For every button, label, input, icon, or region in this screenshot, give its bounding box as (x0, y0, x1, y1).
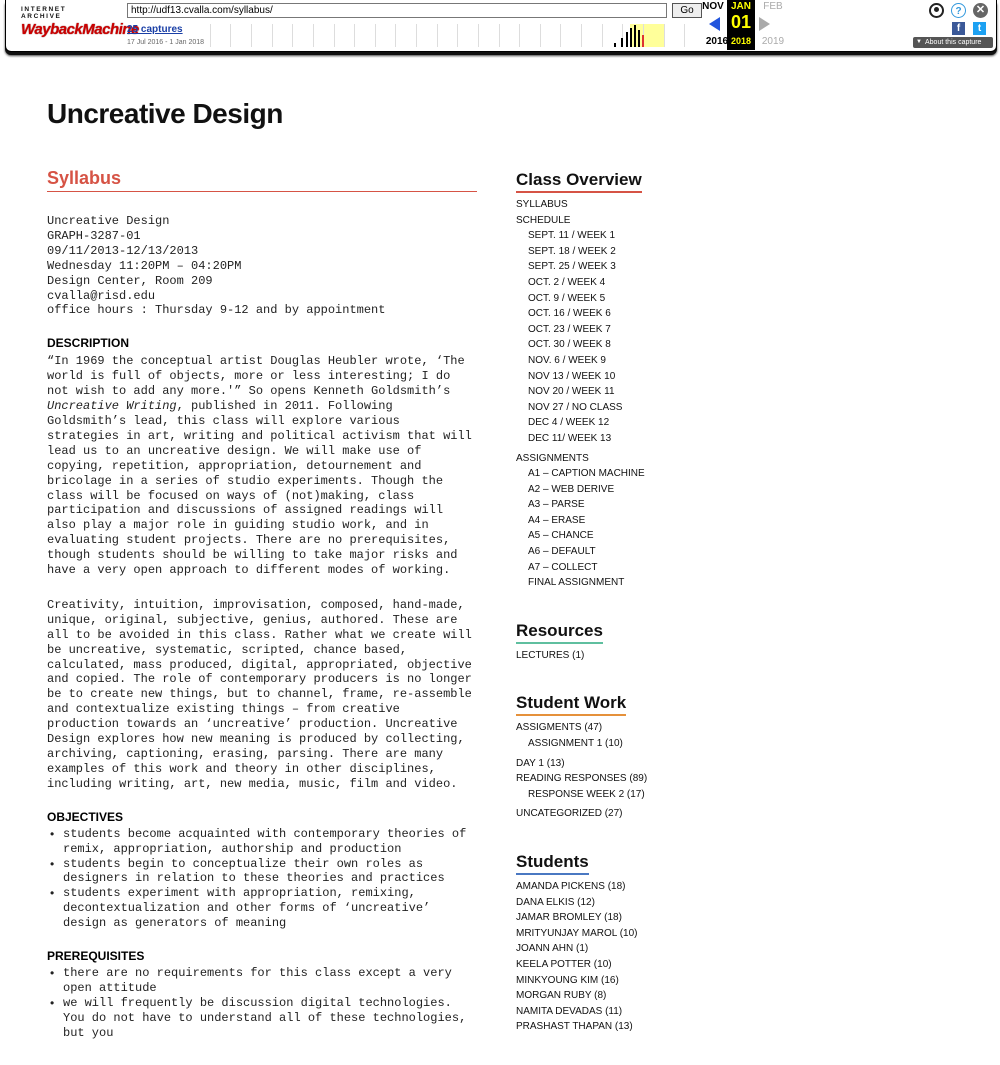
sparkline-column (354, 24, 374, 47)
sidebar-link[interactable]: DAY 1 (13) (516, 757, 565, 769)
wayback-captures-link[interactable]: 25 captures (127, 24, 183, 35)
sparkline-column (292, 24, 312, 47)
sidebar-link[interactable]: NAMITA DEVADAS (11) (516, 1005, 623, 1017)
sparkline-column (437, 24, 457, 47)
help-icon[interactable]: ? (951, 3, 966, 18)
sidebar-link[interactable]: NOV 20 / WEEK 11 (528, 386, 615, 398)
objective-item: • students experiment with appropriation, remixing, decontextualization and other forms of ‘uncreative’ design as generators of meaning (47, 886, 477, 931)
class-overview-widget (516, 170, 816, 591)
sidebar-link[interactable]: A1 – CAPTION MACHINE (528, 468, 645, 480)
prerequisite-item: • there are no requirements for this class except a very open attitude (47, 966, 477, 996)
sidebar-link[interactable]: A3 – PARSE (528, 499, 585, 511)
close-icon[interactable]: ✕ (973, 3, 988, 18)
sidebar-link[interactable]: LECTURES (1) (516, 649, 585, 661)
class-overview-title: Class Overview (516, 170, 642, 193)
wayback-year-current: 2018 (730, 36, 752, 46)
course-info-line: office hours : Thursday 9-12 and by appointment (47, 303, 386, 318)
about-this-capture-button[interactable]: ▼ About this capture (913, 37, 993, 48)
sidebar-link[interactable]: A7 – COLLECT (528, 561, 598, 573)
student-work-widget (516, 693, 816, 822)
sidebar-link[interactable]: READING RESPONSES (89) (516, 773, 648, 785)
sparkline-column (540, 24, 560, 47)
sidebar-link[interactable]: OCT. 16 / WEEK 6 (528, 308, 611, 320)
prerequisites-heading: PREREQUISITES (47, 949, 145, 964)
wayback-logo[interactable] (21, 6, 139, 38)
sidebar-link[interactable]: NOV 27 / NO CLASS (528, 401, 623, 413)
sidebar-link[interactable]: NOV 13 / WEEK 10 (528, 370, 616, 382)
sidebar-link[interactable]: UNCATEGORIZED (27) (516, 808, 623, 820)
sparkline-bar (621, 38, 623, 47)
twitter-share-icon[interactable]: t (973, 22, 986, 35)
course-info-line: Wednesday 11:20PM – 04:20PM (47, 258, 242, 273)
user-account-icon[interactable] (929, 3, 944, 18)
sparkline-bar-current (642, 35, 644, 47)
sparkline-bar (626, 32, 628, 47)
sparkline-column (643, 24, 663, 47)
sparkline-column (313, 24, 333, 47)
sidebar (516, 170, 816, 1065)
sidebar-link[interactable]: SEPT. 11 / WEEK 1 (528, 230, 616, 242)
sidebar-link[interactable]: ASSIGNMENT 1 (10) (528, 738, 623, 750)
description-paragraph-1 (47, 354, 477, 578)
sparkline-column (519, 24, 539, 47)
sidebar-link[interactable]: SEPT. 18 / WEEK 2 (528, 245, 616, 257)
main-content (47, 168, 477, 1041)
student-work-list (516, 720, 816, 822)
course-info-line: 09/11/2013-12/13/2013 (47, 243, 199, 258)
sparkline-column (560, 24, 580, 47)
course-info-line: cvalla@risd.edu (47, 288, 156, 303)
site-title[interactable]: Uncreative Design (47, 98, 283, 129)
facebook-share-icon[interactable]: f (952, 22, 965, 35)
description-paragraph-2: Creativity, intuition, improvisation, composed, hand-made, unique, original, subjective, genius, authored. These are all to be avoided in this class. Rather what we create will be uncreative, systematic, scripted, chance based, calculated, mass produced, digital, appropriated, objective and copied. The role of contemporary producers is no longer be to create new things, but to channel, frame, re-assemble and contextualize existing things – from creative production towards an ‘uncreative’ production. Uncreative Design explores how new meaning is produced by collecting, archiving, captioning, erasing, parsing. There are many examples of this work and theory in other disciplines, including writing, art, new media, music, film and video. (47, 597, 472, 791)
sparkline-column (230, 24, 250, 47)
prerequisite-item: • we will frequently be discussion digital technologies. You do not have to understand all of these technologies, but you (47, 996, 477, 1041)
desc-text-after: , published in 2011. Following Goldsmith’s lead, this class will explore various strategies in art, writing and political activism that will lead us to an uncreative design. We will make use of copying, repetition, appropriation, detournement and bricolage in a series of studio experiments. Though the class will be focused on ways of (not)making, class participation and discussions of assigned readings will also play a major role in guiding studio work, and in evaluating student projects. There are no prerequisites, though students should be willing to take major risks and have a very open approach to different modes of working. (47, 399, 472, 578)
sparkline-column (602, 24, 622, 47)
sidebar-link[interactable]: NOV. 6 / WEEK 9 (528, 354, 606, 366)
wayback-logo-main: WaybackMachine (21, 21, 139, 38)
sidebar-link[interactable]: A4 – ERASE (528, 514, 586, 526)
course-info-line: Uncreative Design (47, 214, 170, 228)
wayback-capture-sparkline[interactable] (210, 24, 702, 47)
sparkline-bar (630, 28, 632, 47)
sidebar-link[interactable]: ASSIGMENTS (47) (516, 722, 603, 734)
desc-text-before: “In 1969 the conceptual artist Douglas Heubler wrote, ‘The world is full of objects, more or less interesting; I do not wish to add any more.'” So opens Kenneth Goldsmith’s (47, 354, 465, 399)
sidebar-link[interactable]: JOANN AHN (1) (516, 943, 589, 955)
sidebar-link[interactable]: OCT. 23 / WEEK 7 (528, 323, 611, 335)
course-info (47, 214, 477, 318)
sidebar-link[interactable]: RESPONSE WEEK 2 (17) (528, 788, 645, 800)
sidebar-link[interactable]: SCHEDULE (516, 214, 571, 226)
wayback-date-range: 17 Jul 2016 - 1 Jan 2018 (127, 39, 205, 46)
sidebar-link[interactable]: MINKYOUNG KIM (16) (516, 974, 619, 986)
sparkline-column (334, 24, 354, 47)
sparkline-column (272, 24, 292, 47)
sidebar-link[interactable]: AMANDA PICKENS (18) (516, 881, 626, 892)
prerequisites-list (47, 966, 477, 1041)
wayback-month-current: JAN (730, 1, 751, 12)
sidebar-link[interactable]: SEPT. 25 / WEEK 3 (528, 261, 616, 273)
course-info-line: GRAPH-3287-01 (47, 228, 141, 243)
post-title: Syllabus (47, 168, 477, 192)
sidebar-link[interactable]: MORGAN RUBY (8) (516, 990, 607, 1002)
sidebar-link[interactable]: A6 – DEFAULT (528, 546, 596, 558)
objective-item: • students become acquainted with contemporary theories of remix, appropriation, authorship and production (47, 827, 477, 857)
objective-item: • students begin to conceptualize their own roles as designers in relation to these theories and practices (47, 857, 477, 887)
sidebar-link[interactable]: SYLLABUS (516, 199, 568, 210)
wayback-year-prev[interactable]: 2016 (705, 36, 729, 47)
sparkline-column (395, 24, 415, 47)
sparkline-column (375, 24, 395, 47)
sidebar-link[interactable]: OCT. 30 / WEEK 8 (528, 339, 611, 351)
wayback-prev-capture-arrow-icon[interactable] (709, 17, 720, 31)
resources-widget (516, 621, 816, 664)
wayback-year-next: 2019 (761, 36, 785, 47)
wayback-logo-top: INTERNET ARCHIVE (21, 6, 67, 20)
wayback-url-input[interactable] (127, 3, 667, 18)
sparkline-bar (638, 30, 640, 47)
resources-title: Resources (516, 621, 603, 644)
sidebar-link[interactable]: A2 – WEB DERIVE (528, 483, 615, 495)
sidebar-link[interactable]: OCT. 9 / WEEK 5 (528, 292, 606, 304)
students-list (516, 879, 816, 1035)
objectives-heading: OBJECTIVES (47, 809, 124, 824)
sidebar-link[interactable]: ASSIGNMENTS (516, 452, 589, 464)
wayback-day-current: 01 (730, 12, 752, 32)
sparkline-column (416, 24, 436, 47)
sparkline-column (581, 24, 601, 47)
sidebar-link[interactable]: DEC 11/ WEEK 13 (528, 432, 612, 444)
sidebar-link[interactable]: JAMAR BROMLEY (18) (516, 912, 622, 924)
course-info-line: Design Center, Room 209 (47, 273, 213, 288)
sidebar-link[interactable]: KEELA POTTER (10) (516, 958, 612, 970)
class-overview-list (516, 197, 816, 591)
sidebar-link[interactable]: OCT. 2 / WEEK 4 (528, 276, 606, 288)
sidebar-link[interactable]: FINAL ASSIGNMENT (528, 577, 625, 589)
sparkline-column (251, 24, 271, 47)
sidebar-link[interactable]: MRITYUNJAY MAROL (10) (516, 927, 638, 939)
sparkline-bar (614, 43, 616, 47)
description-heading: DESCRIPTION (47, 336, 130, 351)
students-widget (516, 852, 816, 1035)
sidebar-link[interactable]: DEC 4 / WEEK 12 (528, 417, 610, 429)
student-work-title: Student Work (516, 693, 626, 716)
sparkline-column (478, 24, 498, 47)
wayback-toolbar (5, 0, 997, 52)
sparkline-column (684, 24, 702, 47)
sparkline-column (210, 24, 230, 47)
sparkline-column (499, 24, 519, 47)
sidebar-link[interactable]: DANA ELKIS (12) (516, 896, 595, 908)
wayback-go-button[interactable]: Go (672, 3, 702, 18)
sidebar-link[interactable]: A5 – CHANCE (528, 530, 594, 542)
sparkline-bar (634, 25, 636, 47)
wayback-month-prev[interactable]: NOV (702, 1, 724, 12)
objectives-list (47, 827, 477, 931)
resources-list (516, 648, 816, 664)
sparkline-column (457, 24, 477, 47)
wayback-month-next: FEB (763, 1, 783, 12)
students-title: Students (516, 852, 589, 875)
sparkline-column (664, 24, 684, 47)
book-title: Uncreative Writing (47, 399, 177, 414)
wayback-next-capture-arrow-icon[interactable] (759, 17, 770, 31)
sidebar-link[interactable]: PRASHAST THAPAN (13) (516, 1021, 633, 1033)
